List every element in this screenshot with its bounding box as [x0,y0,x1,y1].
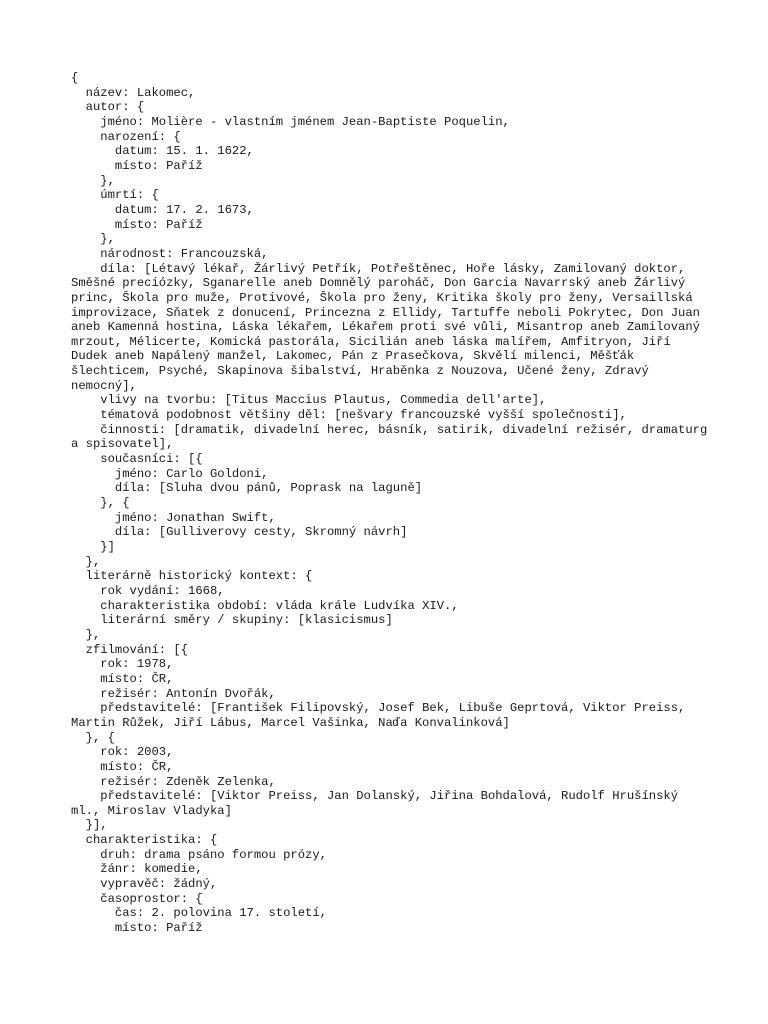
text-line: představitelé: [Viktor Preiss, Jan Dolanský, Jiřina Bohdalová, Rudolf Hrušínský ml., Miroslav Vladyka] [71,789,686,818]
text-line: jméno: Carlo Goldoni, [71,466,269,481]
text-line: místo: Paříž [71,921,203,936]
text-line: }, [71,173,115,188]
text-line: }, [71,232,115,247]
text-line: zfilmování: [{ [71,642,189,657]
text-line: datum: 17. 2. 1673, [71,202,254,217]
text-line: místo: Paříž [71,158,203,173]
text-line: }, { [71,730,115,745]
text-line: místo: ČR, [71,671,174,686]
text-line: režisér: Antonín Dvořák, [71,686,276,701]
text-line: název: Lakomec, [71,85,196,100]
document-body [71,71,715,936]
text-line: }], [71,818,108,833]
text-line: díla: [Sluha dvou pánů, Poprask na laguně] [71,481,423,496]
text-line: druh: drama psáno formou prózy, [71,847,327,862]
text-line: činnosti: [dramatik, divadelní herec, básník, satirik, divadelní režisér, dramaturg a spisovatel], [71,422,715,452]
text-line: jméno: Jonathan Swift, [71,510,276,525]
text-line: charakteristika: { [71,833,218,848]
text-line: díla: [Létavý lékař, Žárlivý Petřík, Potřeštěnec, Hoře lásky, Zamilovaný doktor, Směšné preciózky, Sganarelle aneb Domnělý paroháč, Don Garcia Navarrský aneb Žárlivý princ, Škola pro muže, Protivové, Škola pro ženy, Kritika školy pro ženy, Versaillská improvizace, Sňatek z donucení, Princezna z Ellidy, Tartuffe neboli Pokrytec, Don Juan aneb Kamenná hostina, Láska lékařem, Lékařem proti své vůli, Misantrop aneb Zamilovaný mrzout, Mélicerte, Komická pastorála, Sicilián aneb láska malířem, Amfitryon, Jiří Dudek aneb Napálený manžel, Lakomec, Pán z Prasečkova, Skvělí milenci, Měšťák šlechticem, Psyché, Skapinova šibalství, Hraběnka z Nouzova, Učené ženy, Zdravý nemocný], [71,261,708,393]
text-line: }, [71,554,101,569]
text-line: tématová podobnost většiny děl: [nešvary francouzské vyšší společnosti], [71,408,627,423]
text-line: národnost: Francouzská, [71,246,269,261]
text-line: rok vydání: 1668, [71,583,225,598]
text-line: }, [71,627,101,642]
text-line: { [71,71,79,85]
text-line: místo: Paříž [71,217,203,232]
text-line: }, { [71,496,130,511]
text-line: literárně historický kontext: { [71,569,313,584]
text-line: autor: { [71,100,145,115]
text-line: úmrtí: { [71,188,159,203]
text-line: narození: { [71,129,181,144]
text-line: čas: 2. polovina 17. století, [71,906,327,921]
text-line: režisér: Zdeněk Zelenka, [71,774,276,789]
text-line: současníci: [{ [71,452,203,467]
text-line: představitelé: [František Filipovský, Josef Bek, Libuše Geprtová, Viktor Preiss, Martin Růžek, Jiří Lábus, Marcel Vašinka, Naďa Konvalinková] [71,701,693,730]
text-line: vlivy na tvorbu: [Titus Maccius Plautus, Commedia dell'arte], [71,393,547,408]
text-line: charakteristika období: vláda krále Ludvíka XIV., [71,598,459,613]
text-line: rok: 2003, [71,745,174,760]
text-line: jméno: Molière - vlastním jménem Jean-Baptiste Poquelin, [71,114,510,129]
text-line: datum: 15. 1. 1622, [71,144,254,159]
text-line: místo: ČR, [71,759,174,774]
text-line: časoprostor: { [71,891,203,906]
text-line: žánr: komedie, [71,862,203,877]
text-line: rok: 1978, [71,657,174,672]
text-line: }] [71,540,115,554]
text-line: literární směry / skupiny: [klasicismus] [71,613,393,628]
text-line: vypravěč: žádný, [71,877,218,892]
text-line: díla: [Gulliverovy cesty, Skromný návrh] [71,525,408,540]
